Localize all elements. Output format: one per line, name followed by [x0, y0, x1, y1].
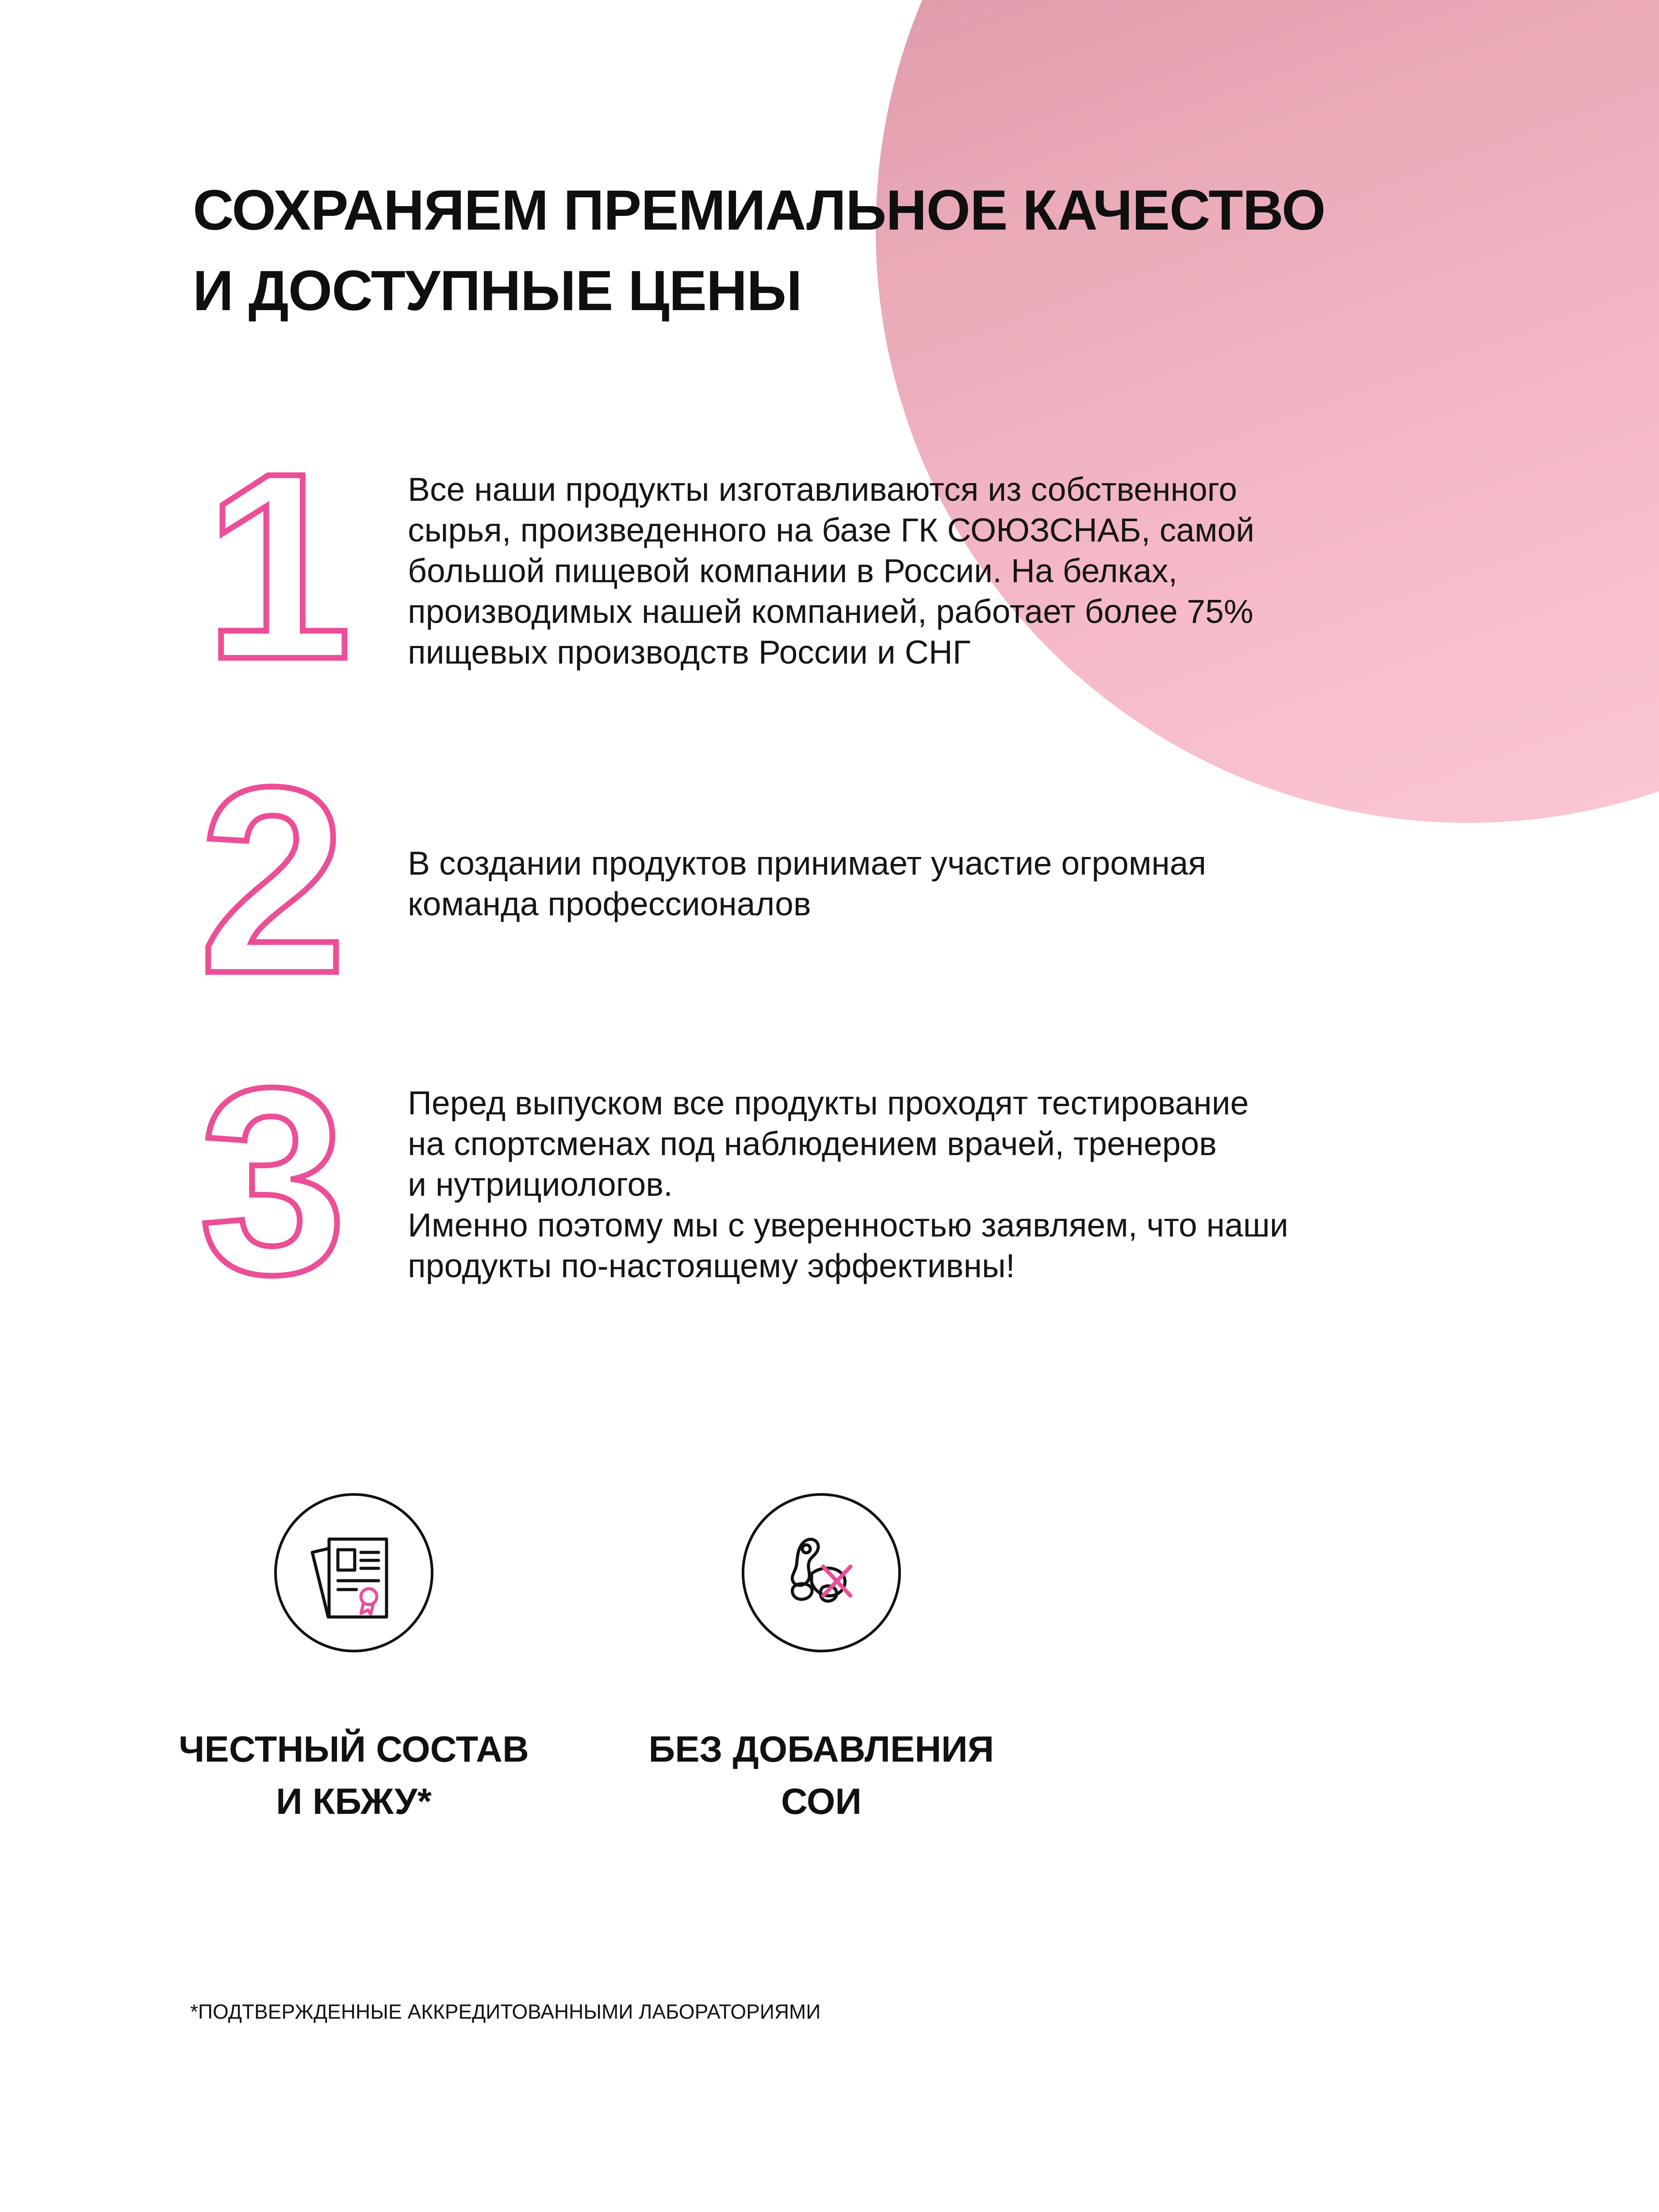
no-soy-label-line-2: СОИ	[781, 1781, 862, 1822]
honest-composition-badge	[274, 1493, 433, 1652]
page-title	[193, 170, 1325, 331]
title-line-2: И ДОСТУПНЫЕ ЦЕНЫ	[193, 259, 802, 323]
item-number-2: 2	[199, 732, 347, 1029]
honest-composition-label	[155, 1723, 553, 1828]
certificate-icon	[277, 1496, 431, 1650]
no-soy-icon	[744, 1496, 898, 1650]
decorative-gradient-circle	[876, 0, 1659, 823]
honest-composition-label-line-1: ЧЕСТНЫЙ СОСТАВ	[179, 1728, 529, 1770]
item-text-3: Перед выпуском все продукты проходят тестирование на спортсменах под наблюдением врачей, тренеров и нутрициологов. Именно поэтому мы с уверенностью заявляем, что наши продукты по-настоящему эффективны!	[408, 1084, 1288, 1284]
item-text-2: В создании продуктов принимает участие огромная команда профессионалов	[408, 845, 1207, 922]
no-soy-label	[622, 1723, 1020, 1828]
item-text-1: Все наши продукты изготавливаются из собственного сырья, произведенного на базе ГК СОЮЗСНАБ, самой большой пищевой компании в России. На белках, производимых нашей компанией, работает более 75% пищевых производств России и СНГ	[408, 471, 1255, 671]
honest-composition-label-line-2: И КБЖУ*	[276, 1781, 432, 1822]
item-number-3: 3	[199, 1033, 347, 1329]
no-soy-badge	[742, 1493, 901, 1652]
footnote: *ПОДТВЕРЖДЕННЫЕ АККРЕДИТОВАННЫМИ ЛАБОРАТОРИЯМИ	[190, 2000, 821, 2023]
no-soy-label-line-1: БЕЗ ДОБАВЛЕНИЯ	[648, 1728, 994, 1770]
title-line-1: СОХРАНЯЕМ ПРЕМИАЛЬНОЕ КАЧЕСТВО	[193, 179, 1326, 242]
item-number-1: 1	[204, 418, 352, 714]
